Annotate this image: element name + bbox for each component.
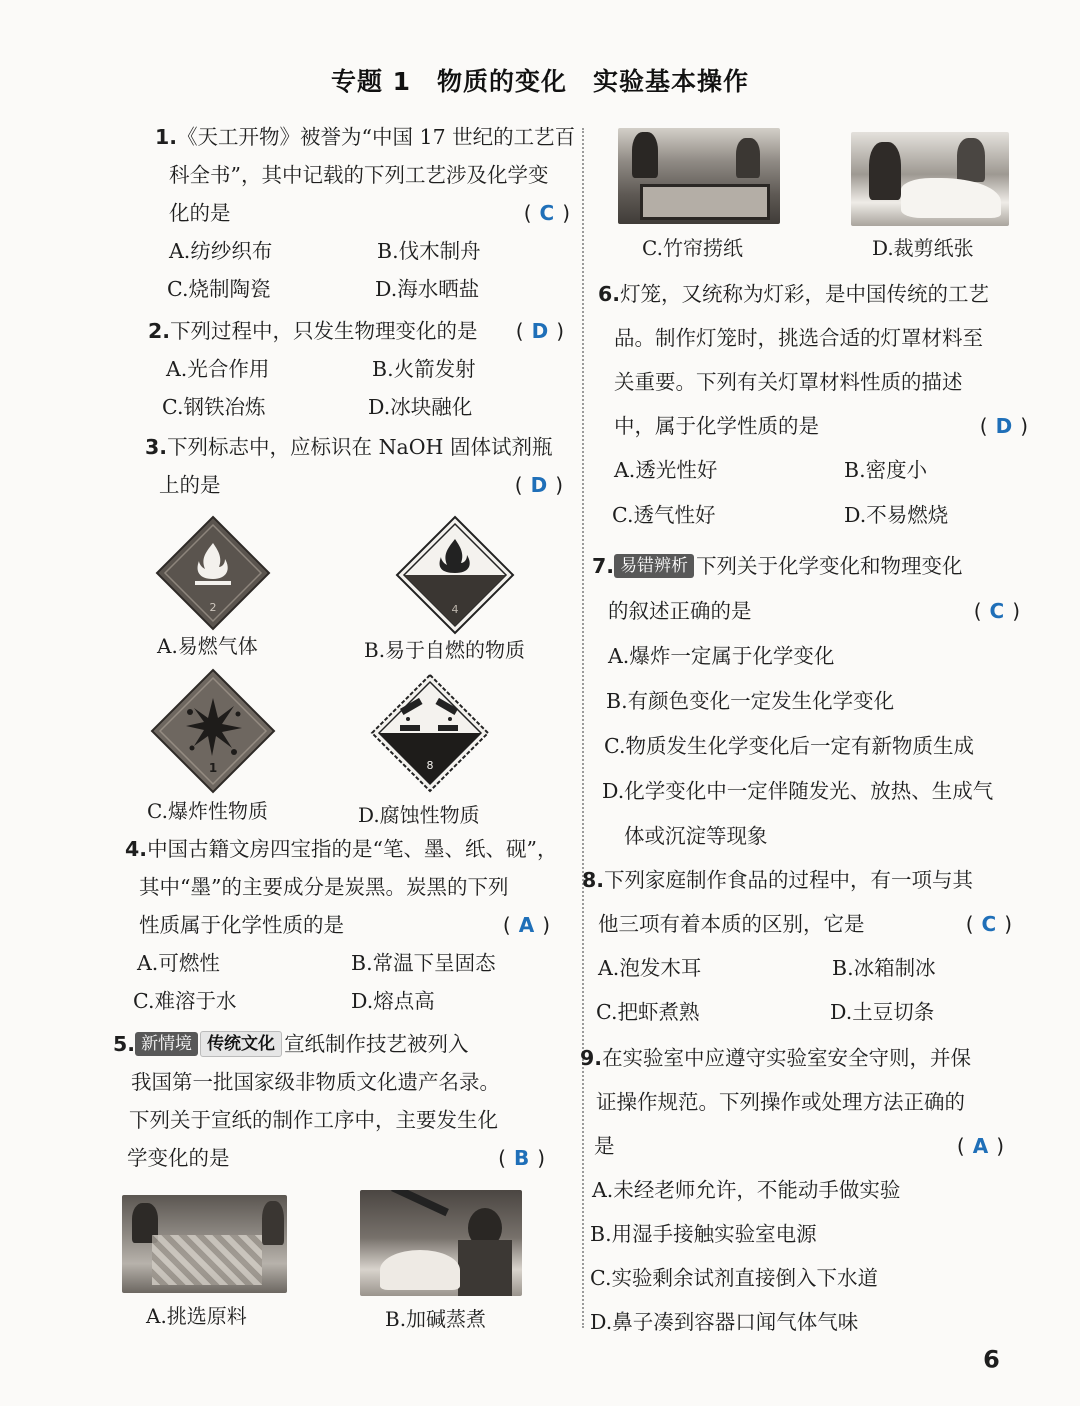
option-d: D.不易燃烧 <box>844 503 949 527</box>
option-a: A.未经老师允许，不能动手做实验 <box>592 1178 901 1202</box>
answer-letter: D <box>995 414 1013 438</box>
sign-caption-c: C.爆炸性物质 <box>147 799 268 823</box>
flammable-gas-sign <box>155 515 271 631</box>
option-d: D.海水晒盐 <box>375 277 480 301</box>
answer-letter: B <box>513 1146 530 1170</box>
question-text: 的叙述正确的是 <box>608 599 752 623</box>
option-a: A.泡发木耳 <box>598 956 702 980</box>
question-number: 3. <box>145 435 168 459</box>
option-c: C.物质发生化学变化后一定有新物质生成 <box>604 734 974 758</box>
option-b: B.伐木制舟 <box>377 239 481 263</box>
option-row <box>125 982 550 1020</box>
question-number: 7. <box>592 554 615 578</box>
page-title: 专题 1 物质的变化 实验基本操作 <box>330 67 750 96</box>
photo-cutting-paper <box>851 132 1009 226</box>
option-b: B.常温下呈固态 <box>351 951 496 975</box>
question-8 <box>582 858 1012 1034</box>
error-prone-tag: 易错辨析 <box>614 554 694 578</box>
option-row <box>582 946 1012 990</box>
question-text: 宣纸制作技艺被列入 <box>284 1032 469 1056</box>
option-row <box>148 388 564 426</box>
option-row <box>155 232 570 270</box>
answer-letter: C <box>989 599 1005 623</box>
sign-caption-a: A.易燃气体 <box>157 634 258 658</box>
question-number: 6. <box>598 282 621 306</box>
option-d-continued: 体或沉淀等现象 <box>624 824 768 848</box>
option-row <box>598 448 1028 493</box>
question-number: 1. <box>155 125 178 149</box>
option-b: B.密度小 <box>844 458 928 482</box>
question-2 <box>148 312 564 426</box>
question-text: 证操作规范。下列操作或处理方法正确的 <box>596 1090 965 1114</box>
answer-letter: C <box>981 912 997 936</box>
spontaneously-combustible-sign <box>395 515 515 635</box>
answer-bracket: ( D ) <box>979 414 1028 438</box>
page-number: 9 <box>983 1344 1000 1372</box>
culture-tag: 传统文化 <box>200 1031 282 1057</box>
photo-caption-c: C.竹帘捞纸 <box>642 236 743 260</box>
question-7 <box>592 544 1020 859</box>
question-text: 《天工开物》被誉为“中国 17 世纪的工艺百 <box>177 125 576 149</box>
option-c: C.难溶于水 <box>133 989 237 1013</box>
option-c: C.把虾煮熟 <box>596 1000 700 1024</box>
option-b: B.有颜色变化一定发生化学变化 <box>606 689 895 713</box>
option-b: B.用湿手接触实验室电源 <box>590 1222 817 1246</box>
svg-text:8: 8 <box>426 759 434 772</box>
svg-text:4: 4 <box>451 603 459 616</box>
question-text: 灯笼，又统称为灯彩，是中国传统的工艺 <box>620 282 990 306</box>
option-d: D.熔点高 <box>351 989 435 1013</box>
option-c: C.透气性好 <box>612 503 716 527</box>
answer-bracket: ( C ) <box>523 201 570 225</box>
option-row <box>582 990 1012 1034</box>
question-number: 5. <box>113 1032 136 1056</box>
svg-text:1: 1 <box>208 761 218 775</box>
question-number: 9. <box>580 1046 603 1070</box>
question-text: 是 <box>594 1134 615 1158</box>
corrosive-sign <box>370 673 490 793</box>
answer-bracket: ( B ) <box>498 1146 545 1170</box>
question-1 <box>155 118 576 308</box>
context-tag: 新情境 <box>135 1032 198 1056</box>
answer-letter: D <box>531 319 549 343</box>
sign-caption-b: B.易于自燃的物质 <box>364 638 526 662</box>
question-number: 4. <box>125 837 148 861</box>
question-text: 关重要。下列有关灯罩材料性质的描述 <box>614 370 963 394</box>
question-text: 中国古籍文房四宝指的是“笔、墨、纸、砚”， <box>147 837 558 861</box>
question-6 <box>598 272 1028 538</box>
answer-letter: A <box>972 1134 989 1158</box>
question-text: 在实验室中应遵守实验室安全守则，并保 <box>602 1046 972 1070</box>
answer-bracket: ( C ) <box>973 599 1020 623</box>
question-text: 下列过程中，只发生物理变化的是 <box>170 319 478 343</box>
question-5 <box>113 1025 545 1177</box>
question-text: 性质属于化学性质的是 <box>139 913 344 937</box>
question-text: 下列关于化学变化和物理变化 <box>696 554 963 578</box>
photo-caption-d: D.裁剪纸张 <box>872 236 974 260</box>
option-d: D.鼻子凑到容器口闻气体气味 <box>590 1310 859 1334</box>
option-d: D.土豆切条 <box>830 1000 935 1024</box>
answer-bracket: ( C ) <box>965 912 1012 936</box>
option-c: C.钢铁冶炼 <box>162 395 266 419</box>
answer-letter: A <box>518 913 535 937</box>
photo-caption-b: B.加碱蒸煮 <box>385 1307 487 1331</box>
question-text: 下列关于宣纸的制作工序中，主要发生化 <box>129 1108 498 1132</box>
option-row <box>125 944 550 982</box>
question-4 <box>125 830 558 1020</box>
option-row <box>155 270 570 308</box>
question-text: 上的是 <box>159 473 221 497</box>
photo-alkali-boiling <box>360 1190 522 1296</box>
answer-bracket: ( D ) <box>514 473 563 497</box>
question-3 <box>145 428 563 504</box>
question-9 <box>580 1036 1004 1344</box>
question-text: 中，属于化学性质的是 <box>614 414 819 438</box>
option-a: A.爆炸一定属于化学变化 <box>608 644 835 668</box>
option-row <box>598 493 1028 538</box>
option-a: A.透光性好 <box>614 458 718 482</box>
option-c: C.烧制陶瓷 <box>167 277 271 301</box>
photo-selecting-materials <box>122 1195 287 1293</box>
answer-bracket: ( A ) <box>956 1134 1004 1158</box>
question-text: 科全书”，其中记载的下列工艺涉及化学变 <box>169 163 549 187</box>
question-text: 下列家庭制作食品的过程中，有一项与其 <box>604 868 974 892</box>
option-c: C.实验剩余试剂直接倒入下水道 <box>590 1266 878 1290</box>
question-number: 2. <box>148 319 171 343</box>
question-text: 化的是 <box>169 201 231 225</box>
photo-bamboo-scooping <box>618 128 780 224</box>
question-text: 学变化的是 <box>127 1146 230 1170</box>
sign-caption-d: D.腐蚀性物质 <box>358 803 480 827</box>
question-text: 其中“墨”的主要成分是炭黑。炭黑的下列 <box>139 875 509 899</box>
question-text: 品。制作灯笼时，挑选合适的灯罩材料至 <box>614 326 983 350</box>
option-d: D.化学变化中一定伴随发光、放热、生成气 <box>602 779 994 803</box>
option-a: A.纺纱织布 <box>169 239 273 263</box>
answer-letter: C <box>539 201 555 225</box>
option-b: B.火箭发射 <box>372 357 476 381</box>
option-b: B.冰箱制冰 <box>832 956 936 980</box>
question-number: 8. <box>582 868 605 892</box>
question-text: 他三项有着本质的区别，它是 <box>598 912 865 936</box>
question-text: 下列标志中，应标识在 NaOH 固体试剂瓶 <box>167 435 553 459</box>
photo-caption-a: A.挑选原料 <box>146 1304 247 1328</box>
explosive-sign <box>150 668 276 794</box>
question-text: 我国第一批国家级非物质文化遗产名录。 <box>131 1070 500 1094</box>
option-a: A.可燃性 <box>137 951 220 975</box>
answer-bracket: ( D ) <box>515 319 564 343</box>
answer-bracket: ( A ) <box>502 913 550 937</box>
svg-text:2: 2 <box>209 601 217 614</box>
option-row <box>148 350 564 388</box>
answer-letter: D <box>530 473 548 497</box>
option-d: D.冰块融化 <box>368 395 473 419</box>
option-a: A.光合作用 <box>166 357 270 381</box>
